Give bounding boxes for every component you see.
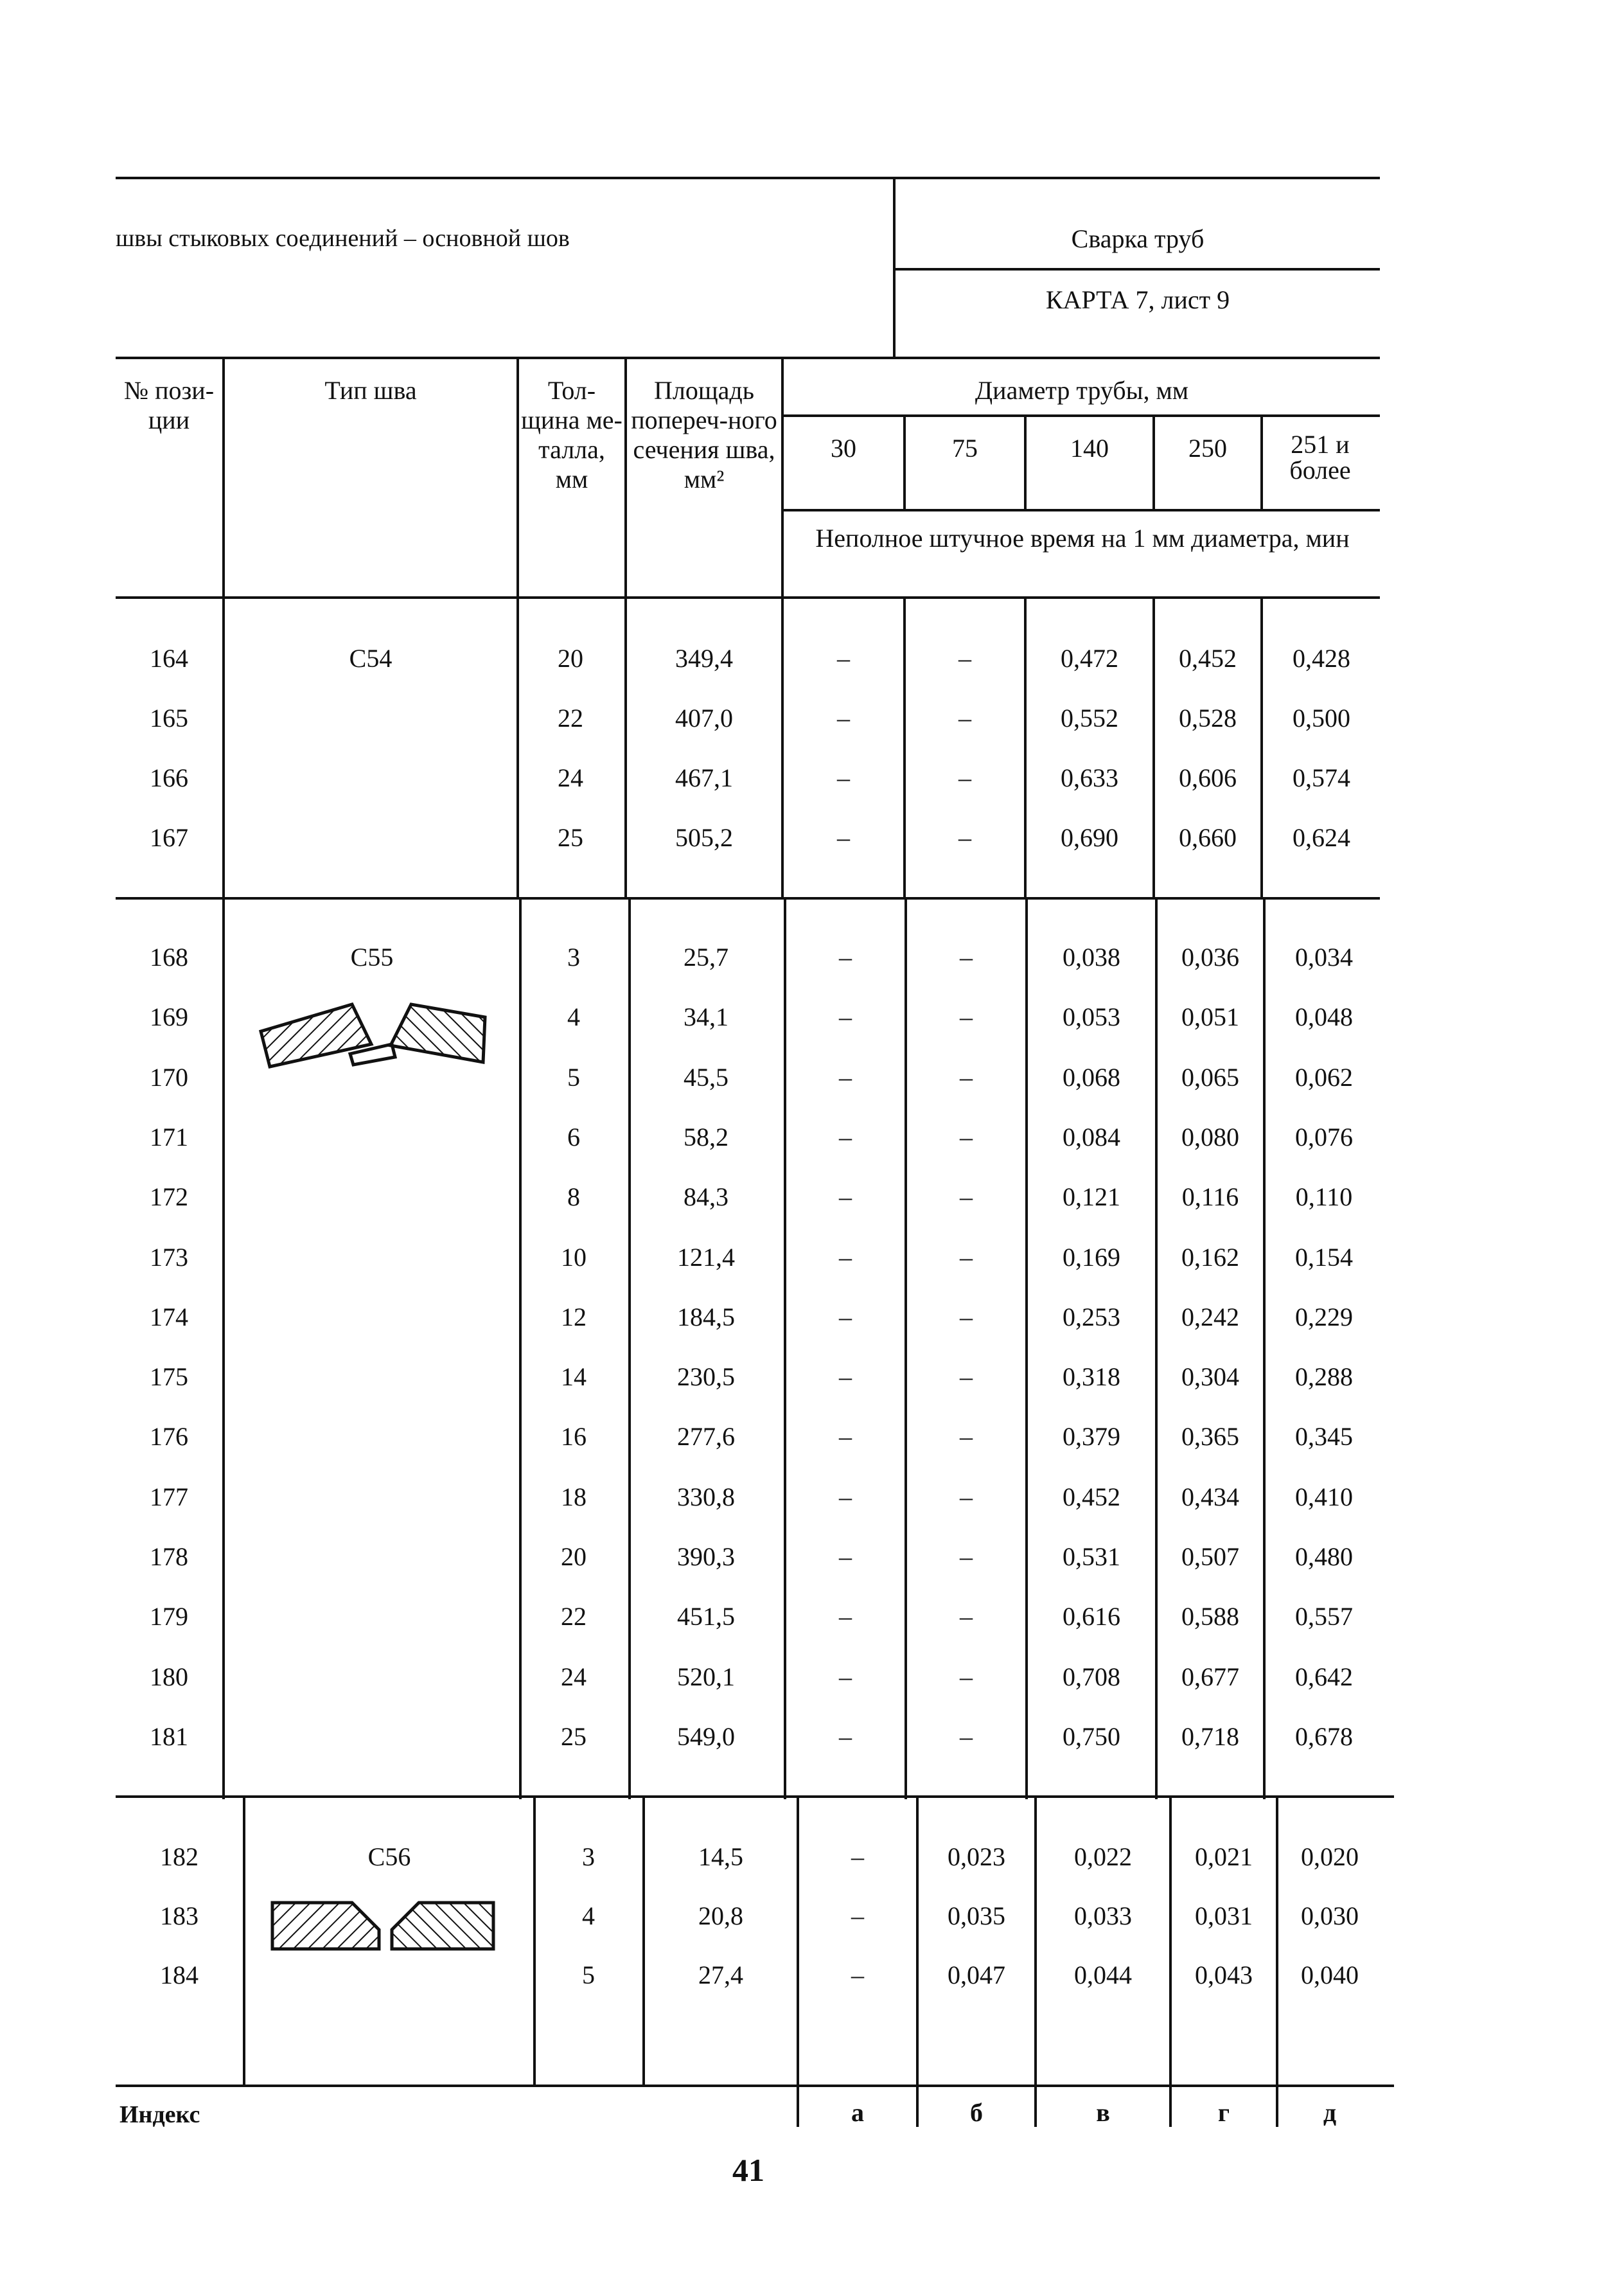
col-header-position — [116, 376, 222, 435]
time-cell-0: – — [839, 1602, 852, 1631]
area-cell: 390,3 — [677, 1542, 735, 1571]
time-cell-4: 0,040 — [1301, 1960, 1359, 1989]
area-cell: 34,1 — [684, 1002, 728, 1031]
time-cell-0: – — [837, 763, 850, 792]
position-cell: 168 — [150, 943, 188, 972]
body-vline-1 — [222, 596, 225, 898]
time-cell-3: 0,080 — [1181, 1123, 1239, 1151]
time-cell-0: – — [837, 823, 850, 852]
time-label: Неполное штучное время на 1 мм диаметра, мин — [815, 524, 1350, 553]
thickness-cell: 8 — [567, 1182, 580, 1211]
time-cell-2: 0,169 — [1063, 1243, 1120, 1272]
hdr-vline-1 — [222, 357, 225, 596]
time-cell-4: 0,410 — [1295, 1482, 1353, 1511]
time-cell-0: – — [839, 943, 852, 972]
area-cell: 451,5 — [677, 1602, 735, 1631]
position-cell: 175 — [150, 1362, 188, 1391]
time-cell-1: – — [960, 1123, 973, 1151]
body3-vline-2 — [533, 1797, 536, 2087]
area-cell: 20,8 — [698, 1901, 743, 1930]
time-cell-2: 0,708 — [1063, 1662, 1120, 1691]
col-header-position-label: № пози-ции — [123, 376, 215, 434]
time-cell-2: 0,750 — [1063, 1722, 1120, 1751]
time-cell-1: – — [960, 943, 973, 972]
col-header-diameter-group: Диаметр трубы, мм — [975, 376, 1189, 405]
group-rule-2 — [116, 1795, 1394, 1798]
time-cell-2: 0,253 — [1063, 1302, 1120, 1331]
body3-vline-3 — [642, 1797, 645, 2087]
time-cell-1: – — [960, 1542, 973, 1571]
position-cell: 167 — [150, 823, 188, 852]
time-cell-1: – — [958, 823, 971, 852]
time-cell-2: 0,084 — [1063, 1123, 1120, 1151]
time-cell-1: – — [960, 1182, 973, 1211]
index-v: в — [1096, 2098, 1110, 2127]
time-cell-4: 0,557 — [1295, 1602, 1353, 1631]
area-cell: 25,7 — [684, 943, 728, 972]
time-cell-2: 0,318 — [1063, 1362, 1120, 1391]
diameter-251-plus: 251 и более — [1289, 430, 1351, 485]
time-cell-2: 0,068 — [1063, 1063, 1120, 1092]
body2-vline-1 — [222, 898, 225, 1799]
thickness-cell: 5 — [582, 1960, 595, 1989]
weld-type-label: С56 — [367, 1842, 411, 1871]
index-g: г — [1217, 2098, 1230, 2127]
position-cell: 182 — [160, 1842, 199, 1871]
position-cell: 174 — [150, 1302, 188, 1331]
time-cell-0: – — [839, 1542, 852, 1571]
hdr-vline-6 — [1024, 414, 1027, 509]
position-cell: 177 — [150, 1482, 188, 1511]
thickness-cell: 16 — [561, 1422, 587, 1451]
area-cell: 467,1 — [675, 763, 733, 792]
thickness-cell: 4 — [582, 1901, 595, 1930]
time-cell-3: 0,043 — [1195, 1960, 1253, 1989]
page-title: швы стыковых соединений – основной шов — [116, 225, 570, 252]
diameter-rule — [784, 414, 1380, 417]
time-cell-1: – — [958, 644, 971, 673]
area-cell: 230,5 — [677, 1362, 735, 1391]
time-cell-0: – — [839, 1482, 852, 1511]
thickness-cell: 25 — [561, 1722, 587, 1751]
weld-type-label: С54 — [349, 644, 393, 673]
time-cell-1: – — [960, 1422, 973, 1451]
hdr-vline-7 — [1152, 414, 1155, 509]
body2-vline-7 — [1155, 898, 1158, 1799]
body3-vline-6 — [1034, 1797, 1037, 2087]
time-cell-1: – — [960, 1243, 973, 1272]
time-cell-4: 0,480 — [1295, 1542, 1353, 1571]
time-cell-2: 0,633 — [1061, 763, 1118, 792]
body2-vline-4 — [784, 898, 786, 1799]
time-cell-4: 0,500 — [1293, 704, 1350, 733]
top-rule — [116, 177, 1380, 179]
time-cell-4: 0,020 — [1301, 1842, 1359, 1871]
area-cell: 349,4 — [675, 644, 733, 673]
area-cell: 277,6 — [677, 1422, 735, 1451]
time-cell-2: 0,379 — [1063, 1422, 1120, 1451]
hdr-vline-2 — [516, 357, 519, 596]
thickness-cell: 22 — [558, 704, 583, 733]
position-cell: 178 — [150, 1542, 188, 1571]
position-cell: 181 — [150, 1722, 188, 1751]
area-cell: 184,5 — [677, 1302, 735, 1331]
time-cell-2: 0,044 — [1074, 1960, 1132, 1989]
body3-vline-5 — [916, 1797, 919, 2087]
weld-c55-sketch — [257, 999, 488, 1070]
time-cell-3: 0,036 — [1181, 943, 1239, 972]
time-cell-0: – — [851, 1901, 864, 1930]
weld-c56-sketch — [270, 1899, 501, 1957]
time-cell-0: – — [839, 1422, 852, 1451]
area-cell: 84,3 — [684, 1182, 728, 1211]
hdr-vline-5 — [903, 414, 906, 509]
thickness-cell: 24 — [558, 763, 583, 792]
time-cell-0: – — [839, 1722, 852, 1751]
time-cell-2: 0,121 — [1063, 1182, 1120, 1211]
area-cell: 45,5 — [684, 1063, 728, 1092]
body-vline-7 — [1152, 596, 1155, 898]
thickness-cell: 20 — [561, 1542, 587, 1571]
time-cell-1: – — [960, 1063, 973, 1092]
body3-vline-8 — [1276, 1797, 1278, 2087]
time-cell-1: 0,035 — [948, 1901, 1005, 1930]
time-cell-2: 0,616 — [1063, 1602, 1120, 1631]
time-cell-4: 0,288 — [1295, 1362, 1353, 1391]
time-cell-3: 0,365 — [1181, 1422, 1239, 1451]
time-cell-1: – — [960, 1002, 973, 1031]
body-vline-6 — [1024, 596, 1027, 898]
time-cell-1: – — [960, 1482, 973, 1511]
area-cell: 121,4 — [677, 1243, 735, 1272]
time-cell-1: – — [960, 1302, 973, 1331]
thickness-cell: 18 — [561, 1482, 587, 1511]
time-cell-4: 0,110 — [1295, 1182, 1353, 1211]
diameter-250: 250 — [1188, 434, 1227, 463]
time-cell-3: 0,065 — [1181, 1063, 1239, 1092]
time-cell-2: 0,053 — [1063, 1002, 1120, 1031]
time-cell-2: 0,452 — [1063, 1482, 1120, 1511]
area-cell: 14,5 — [698, 1842, 743, 1871]
position-cell: 173 — [150, 1243, 188, 1272]
time-cell-3: 0,677 — [1181, 1662, 1239, 1691]
thickness-cell: 5 — [567, 1063, 580, 1092]
hdr-vline-3 — [624, 357, 627, 596]
thickness-cell: 4 — [567, 1002, 580, 1031]
position-cell: 172 — [150, 1182, 188, 1211]
time-cell-1: 0,023 — [948, 1842, 1005, 1871]
time-cell-2: 0,552 — [1061, 704, 1118, 733]
area-cell: 520,1 — [677, 1662, 735, 1691]
diameter-30: 30 — [831, 434, 856, 463]
hdr-vline-4 — [781, 357, 784, 596]
position-cell: 180 — [150, 1662, 188, 1691]
time-cell-2: 0,033 — [1074, 1901, 1132, 1930]
time-cell-2: 0,690 — [1061, 823, 1118, 852]
position-cell: 164 — [150, 644, 188, 673]
body2-vline-6 — [1025, 898, 1028, 1799]
time-cell-1: – — [958, 763, 971, 792]
page-number: 41 — [732, 2152, 764, 2188]
col-header-thickness: Тол-щина ме-талла, мм — [521, 376, 622, 493]
time-cell-4: 0,428 — [1293, 644, 1350, 673]
body-vline-3 — [624, 596, 627, 898]
time-cell-0: – — [839, 1123, 852, 1151]
thickness-cell: 22 — [561, 1602, 587, 1631]
time-cell-0: – — [839, 1302, 852, 1331]
time-cell-3: 0,021 — [1195, 1842, 1253, 1871]
time-cell-4: 0,048 — [1295, 1002, 1353, 1031]
table-header-bottom-rule — [116, 596, 1380, 599]
body-vline-8 — [1260, 596, 1263, 898]
position-cell: 183 — [160, 1901, 199, 1930]
time-cell-0: – — [839, 1662, 852, 1691]
time-cell-4: 0,642 — [1295, 1662, 1353, 1691]
body3-vline-4 — [797, 1797, 799, 2087]
time-cell-0: – — [851, 1842, 864, 1871]
time-cell-0: – — [839, 1182, 852, 1211]
area-cell: 27,4 — [698, 1960, 743, 1989]
thickness-cell: 24 — [561, 1662, 587, 1691]
card-number: КАРТА 7, лист 9 — [1045, 285, 1230, 314]
time-cell-3: 0,528 — [1179, 704, 1237, 733]
time-cell-3: 0,606 — [1179, 763, 1237, 792]
table-top-rule — [116, 357, 1380, 359]
time-cell-1: – — [960, 1602, 973, 1631]
time-label-rule — [784, 509, 1380, 511]
thickness-cell: 20 — [558, 644, 583, 673]
thickness-cell: 3 — [582, 1842, 595, 1871]
thickness-cell: 3 — [567, 943, 580, 972]
header-divider — [893, 177, 896, 358]
body2-vline-5 — [905, 898, 907, 1799]
thickness-cell: 6 — [567, 1123, 580, 1151]
position-cell: 170 — [150, 1063, 188, 1092]
position-cell: 166 — [150, 763, 188, 792]
time-cell-3: 0,116 — [1181, 1182, 1239, 1211]
weld-type-label: С55 — [350, 943, 394, 972]
time-cell-0: – — [839, 1063, 852, 1092]
col-header-area-label: Площадь попереч-ного сечения шва, мм² — [631, 376, 777, 493]
time-cell-3: 0,162 — [1181, 1243, 1239, 1272]
time-cell-3: 0,588 — [1181, 1602, 1239, 1631]
position-cell: 171 — [150, 1123, 188, 1151]
time-cell-0: – — [839, 1243, 852, 1272]
position-cell: 176 — [150, 1422, 188, 1451]
thickness-cell: 12 — [561, 1302, 587, 1331]
col-header-area — [627, 376, 781, 494]
group-rule-1 — [116, 897, 1380, 900]
diameter-75: 75 — [952, 434, 978, 463]
time-cell-3: 0,660 — [1179, 823, 1237, 852]
time-cell-4: 0,345 — [1295, 1422, 1353, 1451]
diameter-140: 140 — [1070, 434, 1109, 463]
body2-vline-8 — [1263, 898, 1266, 1799]
time-cell-2: 0,038 — [1063, 943, 1120, 972]
hdr-vline-8 — [1260, 414, 1263, 509]
area-cell: 505,2 — [675, 823, 733, 852]
index-a: а — [851, 2098, 864, 2127]
time-cell-4: 0,076 — [1295, 1123, 1353, 1151]
time-cell-4: 0,229 — [1295, 1302, 1353, 1331]
position-cell: 165 — [150, 704, 188, 733]
position-cell: 169 — [150, 1002, 188, 1031]
time-cell-3: 0,051 — [1181, 1002, 1239, 1031]
time-cell-4: 0,062 — [1295, 1063, 1353, 1092]
area-cell: 330,8 — [677, 1482, 735, 1511]
index-label: Индекс — [119, 2101, 200, 2128]
time-cell-3: 0,242 — [1181, 1302, 1239, 1331]
time-cell-4: 0,624 — [1293, 823, 1350, 852]
time-cell-3: 0,434 — [1181, 1482, 1239, 1511]
area-cell: 58,2 — [684, 1123, 728, 1151]
area-cell: 549,0 — [677, 1722, 735, 1751]
index-b: б — [970, 2098, 983, 2127]
time-cell-3: 0,507 — [1181, 1542, 1239, 1571]
time-cell-3: 0,031 — [1195, 1901, 1253, 1930]
time-cell-4: 0,574 — [1293, 763, 1350, 792]
section-title: Сварка труб — [1071, 224, 1205, 253]
body2-vline-2 — [519, 898, 522, 1799]
position-cell: 184 — [160, 1960, 199, 1989]
time-cell-4: 0,030 — [1301, 1901, 1359, 1930]
time-cell-1: – — [960, 1662, 973, 1691]
area-cell: 407,0 — [675, 704, 733, 733]
body2-vline-3 — [628, 898, 631, 1799]
thickness-cell: 10 — [561, 1243, 587, 1272]
time-cell-1: 0,047 — [948, 1960, 1005, 1989]
body3-vline-1 — [243, 1797, 245, 2087]
time-cell-4: 0,034 — [1295, 943, 1353, 972]
index-d: д — [1323, 2098, 1337, 2127]
col-header-weld-type: Тип шва — [324, 376, 417, 405]
time-cell-1: – — [958, 704, 971, 733]
time-cell-3: 0,452 — [1179, 644, 1237, 673]
time-cell-3: 0,304 — [1181, 1362, 1239, 1391]
time-cell-4: 0,154 — [1295, 1243, 1353, 1272]
time-cell-2: 0,472 — [1061, 644, 1118, 673]
section-rule — [896, 268, 1380, 271]
time-cell-3: 0,718 — [1181, 1722, 1239, 1751]
time-cell-0: – — [839, 1002, 852, 1031]
thickness-cell: 14 — [561, 1362, 587, 1391]
time-cell-1: – — [960, 1722, 973, 1751]
time-cell-2: 0,022 — [1074, 1842, 1132, 1871]
time-cell-0: – — [839, 1362, 852, 1391]
time-cell-0: – — [837, 704, 850, 733]
time-cell-0: – — [851, 1960, 864, 1989]
body3-vline-7 — [1169, 1797, 1172, 2087]
body-vline-4 — [781, 596, 784, 898]
time-cell-4: 0,678 — [1295, 1722, 1353, 1751]
time-cell-1: – — [960, 1362, 973, 1391]
time-cell-0: – — [837, 644, 850, 673]
body-vline-5 — [903, 596, 906, 898]
position-cell: 179 — [150, 1602, 188, 1631]
time-cell-2: 0,531 — [1063, 1542, 1120, 1571]
table-bottom-rule — [116, 2085, 1394, 2087]
body-vline-2 — [516, 596, 519, 898]
thickness-cell: 25 — [558, 823, 583, 852]
